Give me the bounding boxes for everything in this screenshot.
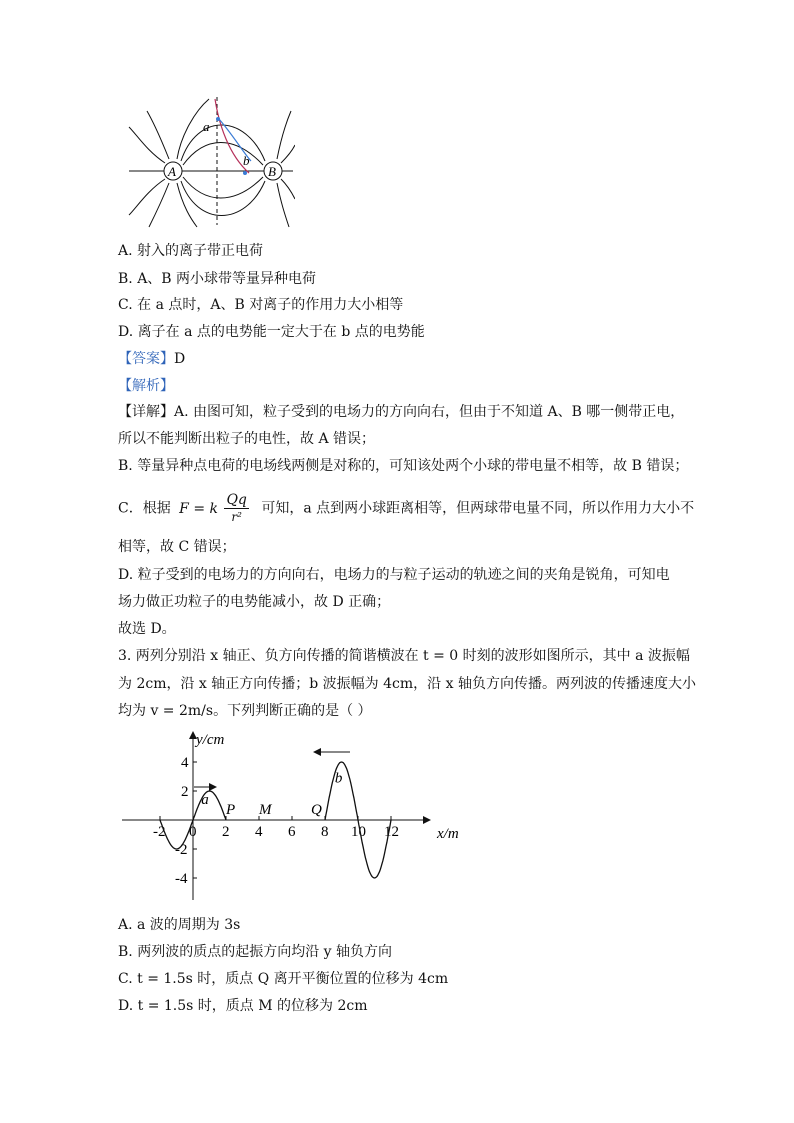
formula-denominator: r² — [231, 510, 242, 524]
formula-fraction — [224, 492, 248, 525]
point-label: M — [259, 802, 272, 818]
y-tick-label: -2 — [175, 842, 188, 858]
point-label-b: b — [243, 153, 250, 168]
detail-line-3: B. 等量异种点电荷的电场线两侧是对称的，可知该处两个小球的带电量不相等，故 B 错误； — [118, 458, 689, 474]
formula-numerator: Qq — [226, 492, 247, 508]
q3-stem-line-2: 为 2cm，沿 x 轴正方向传播；b 波振幅为 4cm，沿 x 轴负方向传播。两列波的传播速度大小 — [118, 676, 696, 692]
detail-line-5: 相等，故 C 错误； — [118, 539, 236, 555]
q3-option-d: D. t = 1.5s 时，质点 M 的位移为 2cm — [118, 998, 368, 1014]
point-label: Q — [311, 802, 322, 818]
x-tick-label: 0 — [189, 824, 197, 840]
q3-option-b: B. 两列波的质点的起振方向均沿 y 轴负方向 — [118, 944, 392, 960]
answer-line — [118, 350, 185, 368]
charge-label-A: A — [168, 164, 176, 179]
x-tick-label: 10 — [351, 824, 366, 840]
formula-f: F = k — [179, 500, 218, 517]
x-tick-label: 8 — [321, 824, 329, 840]
answer-tag: 【答案】 — [118, 351, 174, 367]
x-tick-label: 2 — [222, 824, 230, 840]
q3-option-a: A. a 波的周期为 3s — [118, 917, 241, 933]
analysis-tag: 【解析】 — [118, 378, 174, 394]
y-tick-label: 2 — [181, 784, 189, 800]
q2-option-c: C. 在 a 点时，A、B 对离子的作用力大小相等 — [118, 297, 404, 313]
x-tick-label: 4 — [255, 824, 263, 840]
q3-option-c: C. t = 1.5s 时，质点 Q 离开平衡位置的位移为 4cm — [118, 971, 449, 987]
y-tick-label: -4 — [175, 871, 188, 887]
x-tick-label: 12 — [384, 824, 399, 840]
charge-label-B: B — [268, 164, 276, 179]
x-tick-label: 6 — [288, 824, 296, 840]
q2-option-b: B. A、B 两小球带等量异种电荷 — [118, 271, 317, 287]
detail-line-2: 所以不能判断出粒子的电性，故 A 错误； — [118, 431, 376, 447]
x-tick-label: -2 — [153, 824, 166, 840]
answer-value: D — [174, 351, 186, 367]
wave-chart — [110, 728, 480, 906]
detail-line-6: D. 粒子受到的电场力的方向向右，电场力的与粒子运动的轨迹之间的夹角是锐角，可知电 — [118, 567, 670, 583]
point-label-a: a — [203, 119, 210, 134]
y-tick-label: 4 — [181, 755, 189, 771]
q3-stem-line-1: 3. 两列分别沿 x 轴正、负方向传播的简谐横波在 t = 0 时刻的波形如图所示，其中 a 波振幅 — [118, 648, 690, 664]
field-lines-figure — [125, 95, 295, 230]
q2-option-a: A. 射入的离子带正电荷 — [118, 243, 264, 259]
detail-line-7: 场力做正功粒子的电势能减小，故 D 正确； — [118, 594, 391, 610]
wave-a-label: a — [201, 792, 209, 809]
detail-text-1: A. 由图可知，粒子受到的电场力的方向向右，但由于不知道 A、B 哪一侧带正电， — [174, 404, 685, 420]
y-axis-label: y/cm — [196, 732, 225, 748]
detail-tag: 【详解】 — [118, 404, 174, 420]
wave-b-label: b — [334, 770, 343, 787]
detail-line-1 — [118, 403, 684, 421]
detail-line-c — [118, 492, 694, 525]
q2-option-d: D. 离子在 a 点的电势能一定大于在 b 点的电势能 — [118, 324, 425, 340]
detail-line-8: 故选 D。 — [118, 621, 176, 637]
point-label: P — [226, 802, 236, 818]
q3-stem-line-3: 均为 v = 2m/s。下列判断正确的是（ ） — [118, 703, 372, 719]
detail-c-prefix: C．根据 — [118, 500, 171, 517]
x-axis-label: x/m — [437, 826, 459, 842]
detail-c-suffix: 可知，a 点到两小球距离相等，但两球带电量不同，所以作用力大小不 — [261, 500, 695, 517]
